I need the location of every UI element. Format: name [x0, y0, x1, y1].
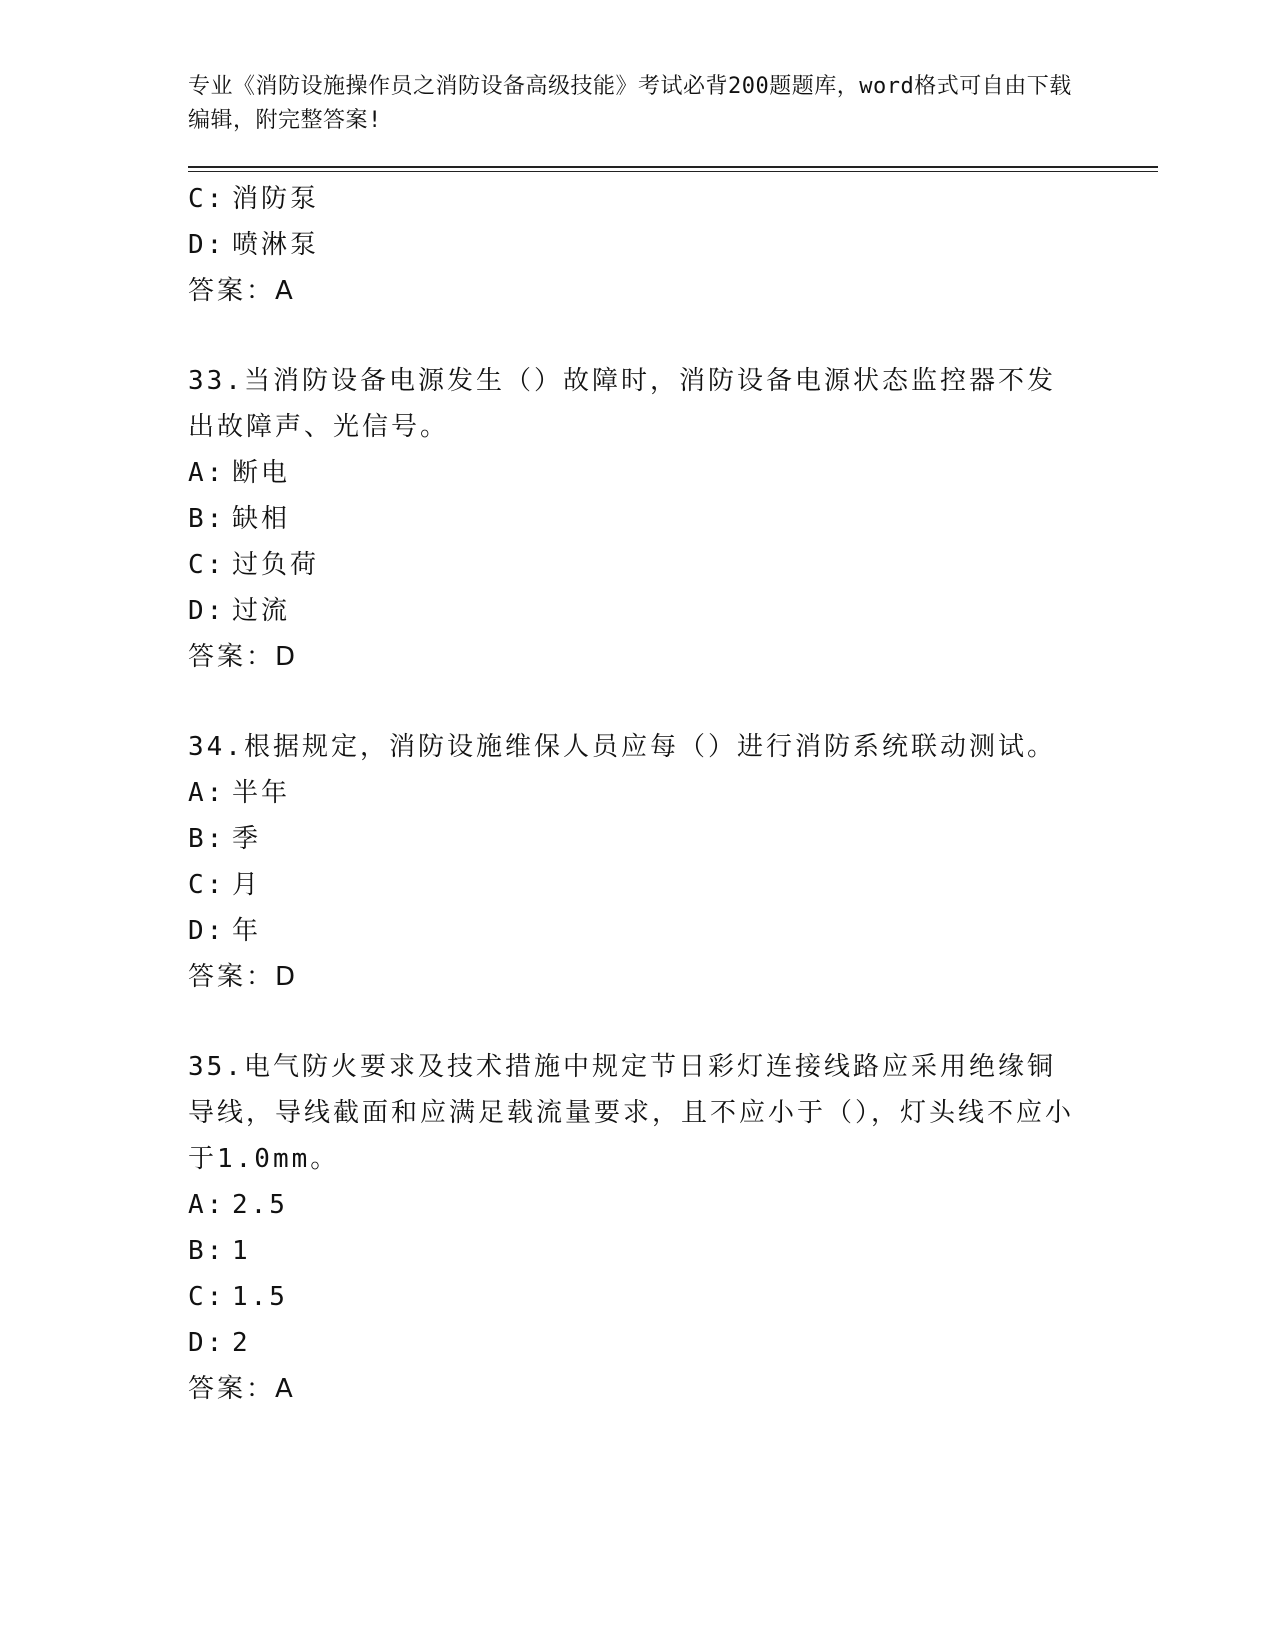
question-list — [188, 176, 1158, 1412]
answer: 答案：D — [188, 962, 299, 992]
question-34 — [188, 724, 1158, 1000]
question-stem: 33.当消防设备电源发生（）故障时，消防设备电源状态监控器不发出故障声、光信号。 — [188, 366, 1056, 442]
option-a: A: 半年 — [188, 778, 291, 808]
question-32-continuation — [188, 176, 1158, 314]
option-d: D: 2 — [188, 1328, 251, 1358]
option-c: C: 消防泵 — [188, 184, 320, 214]
answer: 答案：A — [188, 276, 296, 306]
answer: 答案：A — [188, 1374, 296, 1404]
header-note: 专业《消防设施操作员之消防设备高级技能》考试必背200题题库，word格式可自由下载编辑，附完整答案! — [188, 74, 1072, 133]
option-b: B: 季 — [188, 824, 262, 854]
option-b: B: 缺相 — [188, 504, 291, 534]
document-page — [188, 70, 1158, 1412]
question-stem: 35.电气防火要求及技术措施中规定节日彩灯连接线路应采用绝缘铜导线，导线截面和应满足载流量要求，且不应小于（），灯头线不应小于1.0mm。 — [188, 1052, 1075, 1174]
option-c: C: 月 — [188, 870, 262, 900]
question-stem: 34.根据规定，消防设施维保人员应每（）进行消防系统联动测试。 — [188, 732, 1056, 762]
question-35 — [188, 1044, 1158, 1412]
question-33 — [188, 358, 1158, 680]
option-c: C: 1.5 — [188, 1282, 288, 1312]
option-a: A: 2.5 — [188, 1190, 288, 1220]
option-c: C: 过负荷 — [188, 550, 320, 580]
option-d: D: 喷淋泵 — [188, 230, 320, 260]
option-b: B: 1 — [188, 1236, 251, 1266]
answer: 答案：D — [188, 642, 299, 672]
option-a: A: 断电 — [188, 458, 291, 488]
option-d: D: 过流 — [188, 596, 291, 626]
header-divider — [188, 166, 1158, 172]
option-d: D: 年 — [188, 916, 262, 946]
